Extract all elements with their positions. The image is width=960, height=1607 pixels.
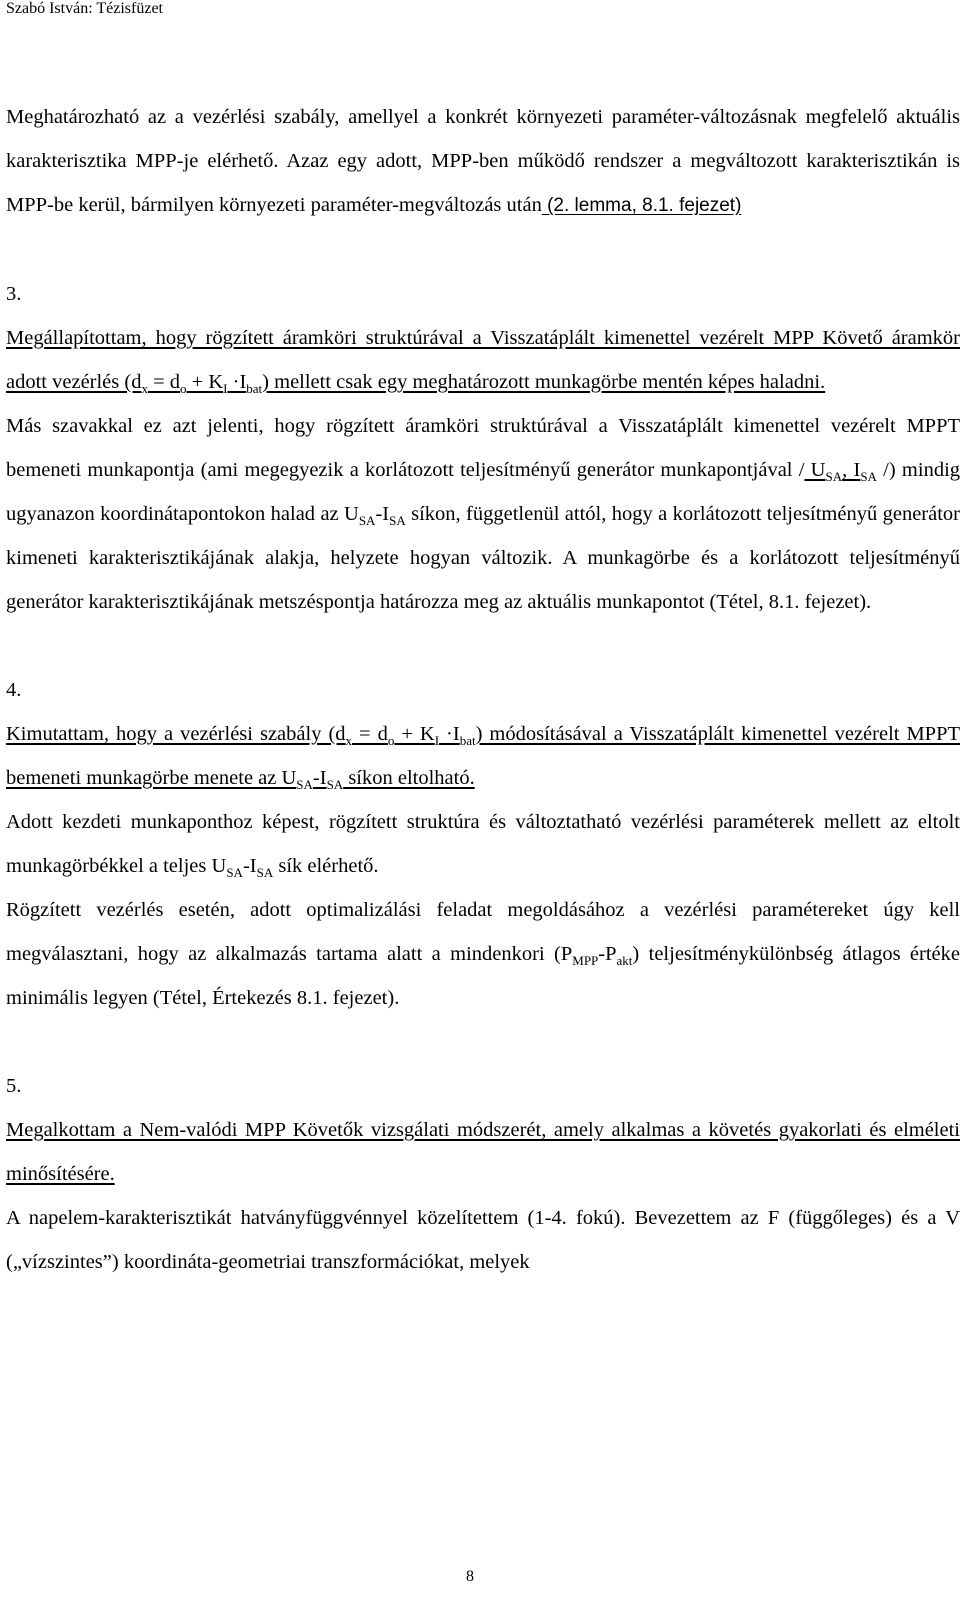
thesis-4-statement: Kimutattam, hogy a vezérlési szabály $(d_x = d_o + K_I \cdot I_{bat})$ módosításával a Visszatáplált kimenettel vezérelt MPPT bemeneti munkagörbe menete az $U_{SA}-I_{SA}$ síkon eltolható.: [6, 723, 960, 793]
thesis-3-statement: Megállapítottam, hogy rögzített áramköri struktúrával a Visszatáplált kimenettel vezérelt MPP Követő áramkör adott vezérlés $(d_x = d_o + K_I \cdot I_{bat})$ mellett csak egy meghatározott munkagörbe mentén képes haladni.: [6, 327, 960, 397]
thesis-5-number: 5.: [6, 1075, 22, 1097]
thesis-4-paragraph-2: Adott kezdeti munkaponthoz képest, rögzített struktúra és változtatható vezérlési paraméterek mellett az eltolt munkagörbékkel a teljes $U_{SA}-I_{SA}$ sík elérhető.: [6, 811, 960, 881]
page-header: Szabó István: Tézisfüzet: [6, 0, 163, 17]
intro-paragraph: [6, 95, 960, 228]
intro-text: Meghatározható az a vezérlési szabály, amellyel a konkrét környezeti paraméter-változásnak megfelelő aktuális karakterisztika MPP-je elérhető. Azaz egy adott, MPP-ben működő rendszer a megváltozott karakterisztikán is MPP-be kerül, bármilyen környezeti paraméter-megváltozás után: [6, 106, 960, 216]
thesis-3-explanation: Más szavakkal ez azt jelenti, hogy rögzített áramköri struktúrával a Visszatáplált kimenettel vezérelt MPPT bemeneti munkapontja (ami megegyezik a korlátozott teljesítményű generátor munkapontjával / $U_{SA}$, $I_{SA}$ /) mindig ugyanazon koordinátapontokon halad az $U_{SA}-I_{SA}$ síkon, függetlenül attól, hogy a korlátozott teljesítményű generátor kimeneti karakterisztikájának alakja, helyzete hogyan változik. A munkagörbe és a korlátozott teljesítményű generátor karakterisztikájának metszéspontja határozza meg az aktuális munkapontot (Tétel, 8.1. fejezet).: [6, 415, 960, 613]
intro-reference: (2. lemma, 8.1. fejezet): [541, 195, 742, 216]
thesis-4-paragraph-3: Rögzített vezérlés esetén, adott optimalizálási feladat megoldásához a vezérlési paramétereket úgy kell megválasztani, hogy az alkalmazás tartama alatt a mindenkori $(P_{MPP}-P_{akt})$ teljesítménykülönbség átlagos értéke minimális legyen (Tétel, Értekezés 8.1. fejezet).: [6, 899, 960, 1009]
thesis-5-paragraph-2: A napelem-karakterisztikát hatványfüggvénnyel közelítettem (1-4. fokú). Bevezettem az F (függőleges) és a V („vízszintes”) koordináta-geometriai transzformációkat, melyek: [6, 1207, 960, 1273]
page-number: 8: [466, 1568, 474, 1585]
thesis-5-statement: Megalkottam a Nem-valódi MPP Követők vizsgálati módszerét, amely alkalmas a követés gyakorlati és elméleti minősítésére.: [6, 1119, 960, 1185]
thesis-3-number: 3.: [6, 283, 22, 305]
document-body: [6, 95, 960, 1284]
thesis-4-number: 4.: [6, 679, 22, 701]
